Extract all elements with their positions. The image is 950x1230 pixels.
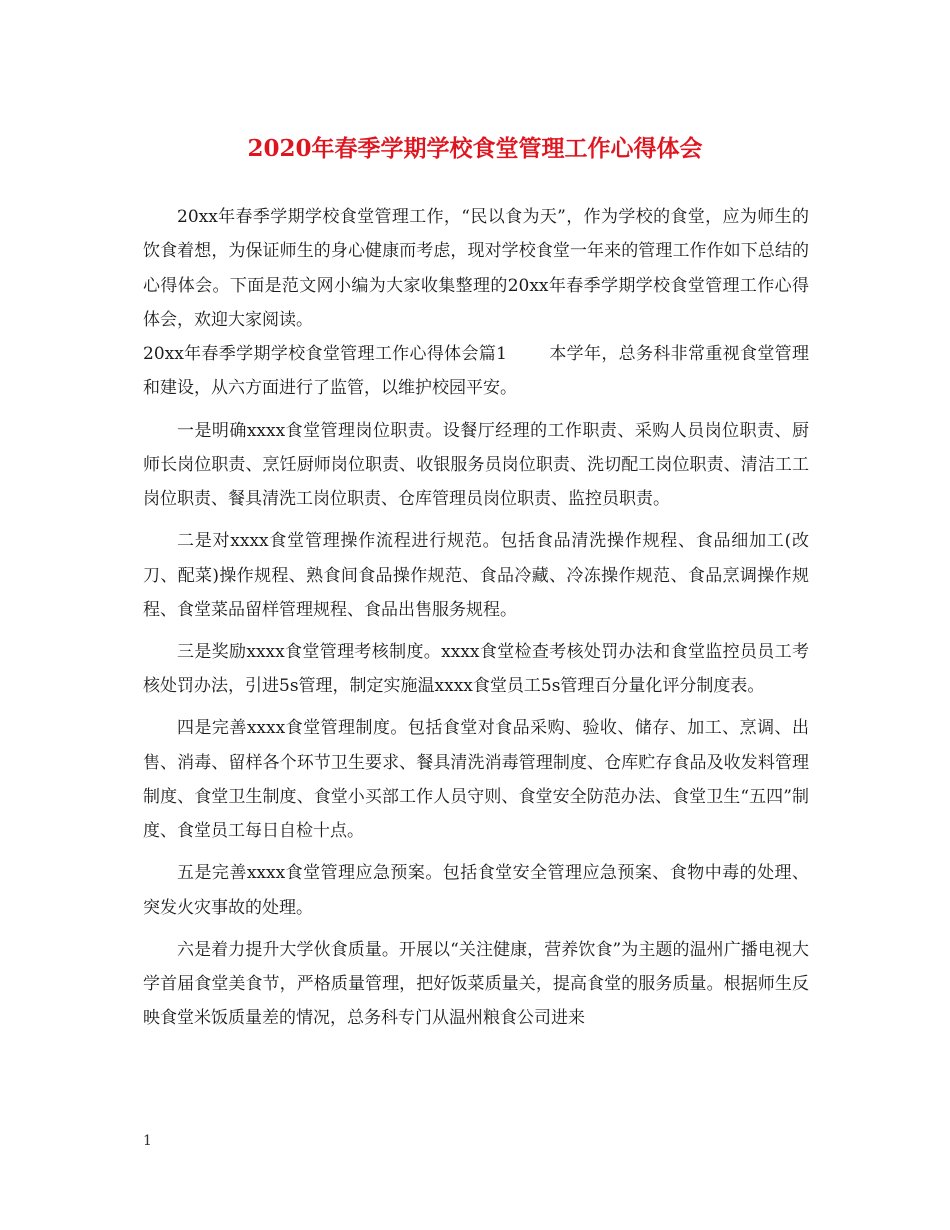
page-number: 1 bbox=[143, 1133, 152, 1149]
point-four-paragraph: 四是完善xxxx食堂管理制度。包括食堂对食品采购、验收、储存、加工、烹调、出售、消毒、留样各个环节卫生要求、餐具清洗消毒管理制度、仓库贮存食品及收发料管理制度、食堂卫生制度、食堂小买部工作人员守则、食堂安全防范办法、食堂卫生“五四”制度、食堂员工每日自检十点。 bbox=[143, 718, 809, 842]
point-six-paragraph: 六是着力提升大学伙食质量。开展以“关注健康，营养饮食”为主题的温州广播电视大学首届食堂美食节，严格质量管理，把好饭菜质量关，提高食堂的服务质量。根据师生反映食堂米饭质量差的情况，总务科专门从温州粮食公司进来 bbox=[143, 939, 809, 1029]
document-title: 2020年春季学期学校食堂管理工作心得体会 bbox=[247, 135, 703, 162]
point-five-paragraph: 五是完善xxxx食堂管理应急预案。包括食堂安全管理应急预案、食物中毒的处理、突发火灾事故的处理。 bbox=[143, 863, 809, 918]
point-two-paragraph: 二是对xxxx食堂管理操作流程进行规范。包括食品清洗操作规程、食品细加工(改刀、配菜)操作规程、熟食间食品操作规范、食品冷藏、冷冻操作规范、食品烹调操作规程、食堂菜品留样管理规程、食品出售服务规程。 bbox=[143, 531, 809, 620]
document-body bbox=[143, 200, 809, 1043]
section-heading: 20xx年春季学期学校食堂管理工作心得体会篇1 bbox=[143, 344, 507, 365]
section-intro: 本学年，总务科非常重视食堂管理和建设，从六方面进行了监管，以维护校园平安。 bbox=[143, 344, 810, 399]
section-heading-paragraph bbox=[143, 337, 809, 406]
point-three-paragraph: 三是奖励xxxx食堂管理考核制度。xxxx食堂检查考核处罚办法和食堂监控员员工考核处罚办法，引进5s管理，制定实施温xxxx食堂员工5s管理百分量化评分制度表。 bbox=[143, 641, 809, 697]
point-one-paragraph: 一是明确xxxx食堂管理岗位职责。设餐厅经理的工作职责、采购人员岗位职责、厨师长岗位职责、烹饪厨师岗位职责、收银服务员岗位职责、洗切配工岗位职责、清洁工工岗位职责、餐具清洗工岗位职责、仓库管理员岗位职责、监控员职责。 bbox=[143, 420, 809, 510]
intro-paragraph: 20xx年春季学期学校食堂管理工作，“民以食为天”，作为学校的食堂，应为师生的饮食着想，为保证师生的身心健康而考虑，现对学校食堂一年来的管理工作作如下总结的心得体会。下面是范文网小编为大家收集整理的20xx年春季学期学校食堂管理工作心得体会，欢迎大家阅读。 bbox=[143, 207, 809, 330]
